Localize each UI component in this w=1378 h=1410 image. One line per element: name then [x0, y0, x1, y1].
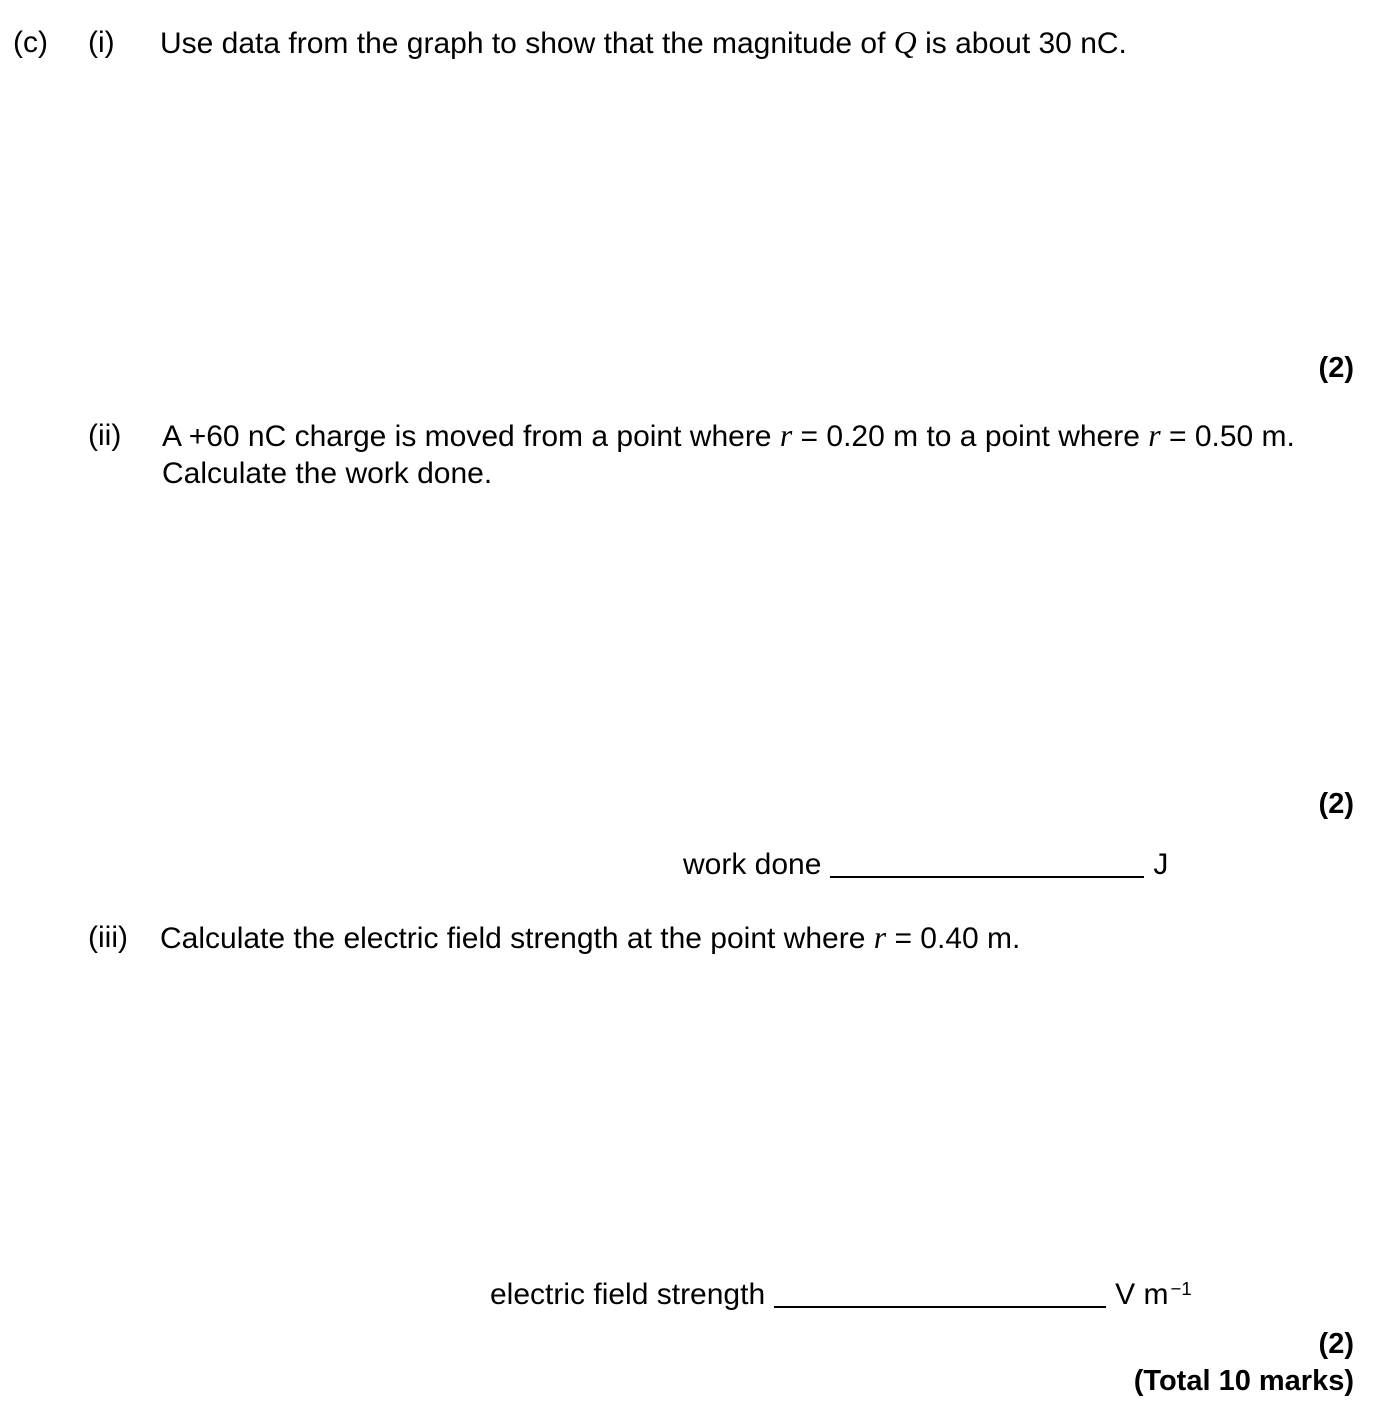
work-done-label: work done	[683, 848, 822, 881]
variable-r-2: r	[1148, 418, 1161, 453]
sub-question-iii-text	[160, 919, 1020, 958]
sub-question-ii-label: (ii)	[88, 419, 122, 452]
sub-question-ii-line1-part2: = 0.20 m to a point where	[792, 420, 1149, 453]
sub-question-i-text	[160, 24, 1127, 63]
variable-r-3: r	[873, 920, 887, 955]
work-done-answer-blank	[830, 876, 1144, 878]
marks-sub-question-i: (2)	[1318, 352, 1354, 384]
electric-field-strength-label: electric field strength	[490, 1278, 766, 1311]
sub-question-i-text-before: Use data from the graph to show that the magnitude of	[160, 27, 894, 60]
marks-sub-question-iii: (2)	[1318, 1328, 1354, 1360]
sub-question-ii-line1	[162, 417, 1295, 455]
variable-r-1: r	[779, 418, 793, 453]
electric-field-strength-unit	[1115, 1278, 1192, 1311]
electric-field-strength-answer-row	[490, 1276, 1192, 1317]
sub-question-ii-line1-part1: A +60 nC charge is moved from a point where	[162, 420, 780, 453]
sub-question-iii-text-part1: Calculate the electric field strength at the point where	[160, 922, 874, 955]
sub-question-i-label: (i)	[88, 26, 115, 59]
question-part-label: (c)	[13, 26, 48, 59]
sub-question-ii-line2: Calculate the work done.	[162, 457, 493, 490]
total-marks: (Total 10 marks)	[1133, 1365, 1354, 1397]
sub-question-iii-label: (iii)	[88, 921, 128, 954]
sub-question-iii-text-part2: = 0.40 m.	[886, 922, 1021, 955]
sub-question-i-text-after: is about 30 nC.	[916, 27, 1127, 60]
electric-field-strength-unit-base: V m	[1115, 1278, 1169, 1311]
variable-Q: Q	[893, 25, 917, 60]
work-done-unit: J	[1153, 848, 1169, 881]
electric-field-strength-answer-blank	[774, 1306, 1106, 1308]
marks-sub-question-ii: (2)	[1318, 788, 1354, 820]
work-done-answer-row	[683, 846, 1168, 884]
electric-field-strength-unit-exponent: −1	[1170, 1277, 1192, 1299]
sub-question-ii-text	[162, 417, 1295, 492]
sub-question-ii-line1-part3: = 0.50 m.	[1160, 420, 1295, 453]
